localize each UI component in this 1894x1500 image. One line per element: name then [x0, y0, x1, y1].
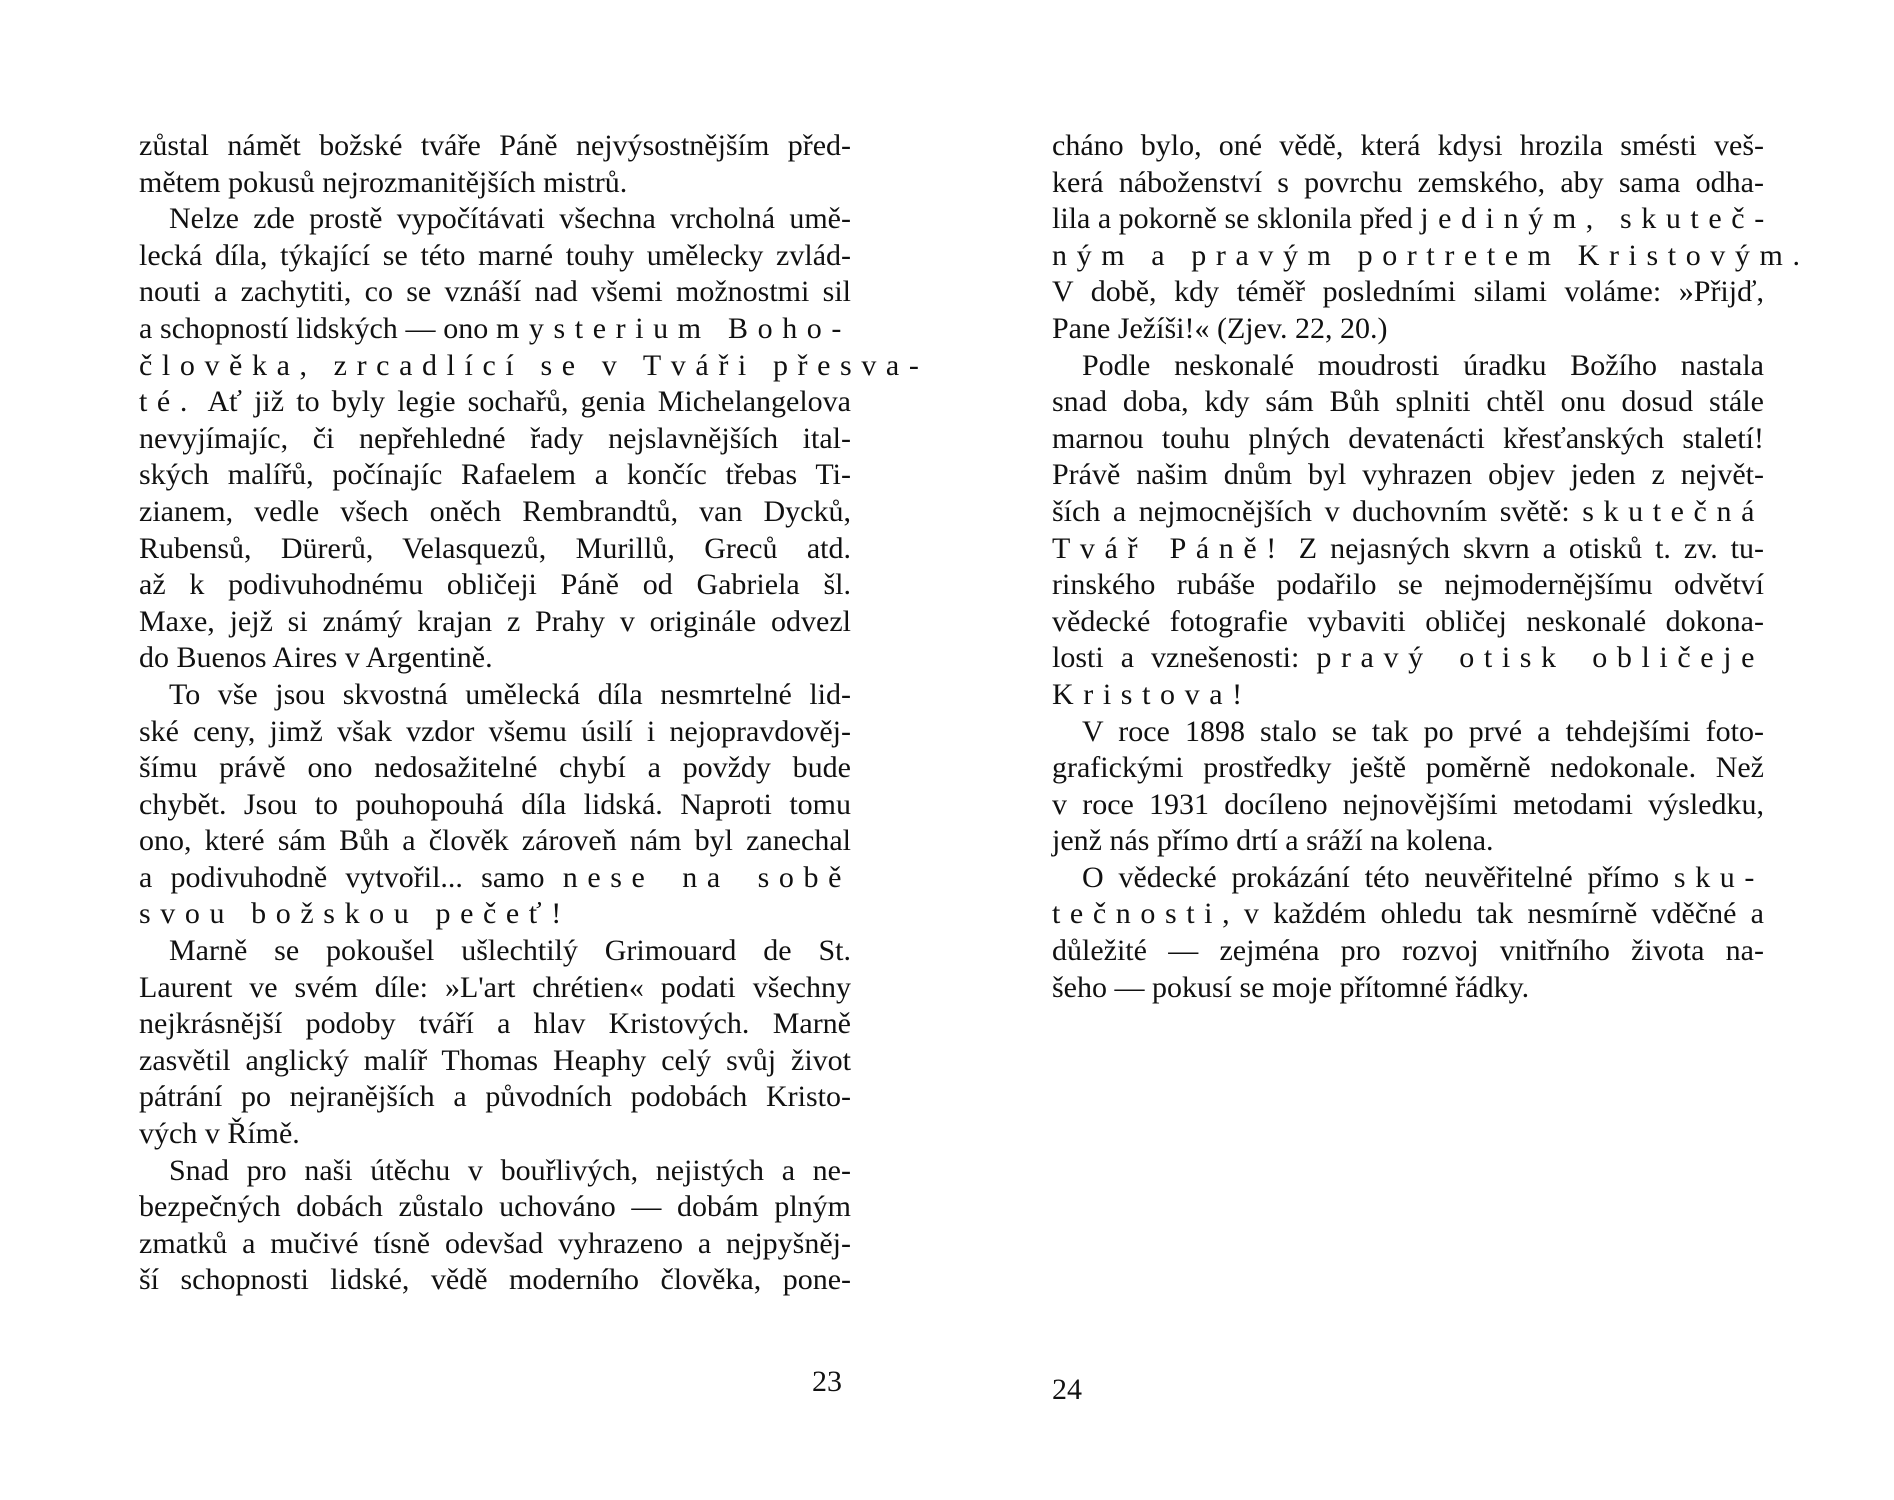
text-line	[139, 896, 851, 933]
text-line: lecká díla, týkající se této marné touhy umělecky zvlád-	[139, 238, 851, 272]
text-line: důležité — zejména pro rozvoj vnitřního života na-	[1052, 934, 1764, 968]
spaced-emphasis: Tvář Páně!	[1052, 531, 1286, 565]
text-line: Nelze zde prostě vypočítávati všechna vrcholná umě-	[169, 202, 851, 236]
spaced-emphasis: Kristova!	[1052, 677, 1252, 711]
text-line: Snad pro naši útěchu v bouřlivých, nejistých a ne-	[169, 1153, 851, 1187]
text-line: V době, kdy téměř posledními silami voláme: »Přijď,	[1052, 275, 1764, 309]
spaced-emphasis: mysterium Boho-	[495, 311, 851, 345]
text-line: kerá náboženství s povrchu zemského, aby sama odha-	[1052, 165, 1764, 199]
text-line: až k podivuhodnému obličeji Páně od Gabriela šl.	[139, 568, 851, 602]
spaced-emphasis: svou božskou pečeť!	[139, 897, 571, 931]
text-line: ské ceny, jimž však vzdor všemu úsilí i nejopravdověj-	[139, 714, 851, 748]
text-line: šímu právě ono nedosažitelné chybí a povždy bude	[139, 751, 851, 785]
text-line: vých v Římě.	[139, 1117, 300, 1151]
text-line: mětem pokusů nejrozmanitějších mistrů.	[139, 165, 628, 199]
text-line: ských malířů, počínajíc Rafaelem a končíc třebas Ti-	[139, 458, 851, 492]
text-line: Maxe, jejž si známý krajan z Prahy v originále odvezl	[139, 604, 851, 638]
text-line: To vše jsou skvostná umělecká díla nesmrtelné lid-	[169, 677, 851, 711]
text-line: Právě našim dnům byl vyhrazen objev jeden z největ-	[1052, 458, 1764, 492]
text-line: zůstal námět božské tváře Páně nejvýsostnějším před-	[139, 129, 851, 162]
right-page-number: 24	[1052, 1373, 1082, 1406]
spaced-emphasis: nese na sobě	[562, 860, 851, 894]
text-line: grafickými prostředky ještě poměrně nedokonale. Než	[1052, 751, 1764, 785]
text-line: Podle neskonalé moudrosti úradku Božího nastala	[1082, 348, 1764, 382]
left-page-number: 23	[812, 1365, 842, 1398]
line-segment: ších a nejmocnějších v duchovním světě:	[1052, 494, 1583, 528]
text-line: vědecké fotografie vybaviti obličej neskonalé dokona-	[1052, 604, 1764, 638]
text-line	[139, 348, 929, 385]
text-line: do Buenos Aires v Argentině.	[139, 641, 493, 675]
text-line: Rubensů, Dürerů, Velasquezů, Murillů, Greců atd.	[139, 531, 851, 565]
text-line	[1052, 860, 1764, 897]
line-segment: a podivuhodně vytvořil... samo	[139, 860, 563, 894]
line-segment: , v každém ohledu tak nesmírně vděčné a	[1222, 897, 1764, 931]
text-line	[1052, 896, 1764, 933]
text-line: Laurent ve svém díle: »L'art chrétien« podati všechny	[139, 970, 851, 1004]
text-line	[1052, 238, 1810, 275]
text-line: nevyjímajíc, či nepřehledné řady nejslavnějších ital-	[139, 421, 851, 455]
text-line: jenž nás přímo drtí a sráží na kolena.	[1052, 824, 1494, 858]
text-line	[1052, 201, 1774, 238]
text-line: zasvětil anglický malíř Thomas Heaphy celý svůj život	[139, 1043, 851, 1077]
text-line: Marně se pokoušel ušlechtilý Grimouard de St.	[169, 934, 851, 968]
text-line: šeho — pokusí se moje přítomné řádky.	[1052, 970, 1530, 1004]
text-line	[139, 860, 851, 897]
spaced-emphasis: ným a pravým portretem Kristovým.	[1052, 238, 1810, 272]
right-page-text	[1052, 128, 1810, 1006]
text-line: ono, které sám Bůh a člověk zároveň nám byl zanechal	[139, 824, 851, 858]
text-line: rinského rubáše podařilo se nejmodernějšímu odvětví	[1052, 568, 1764, 602]
spaced-emphasis: člověka, zrcadlící se v Tváři přesva-	[139, 348, 929, 382]
line-segment: O vědecké prokázání této neuvěřitelné přímo	[1082, 860, 1674, 894]
text-line	[1052, 531, 1764, 568]
line-segment: a schopností lidských — ono	[139, 311, 496, 345]
text-line: bezpečných dobách zůstalo uchováno — dobám plným	[139, 1190, 851, 1224]
spaced-emphasis: skutečná	[1582, 494, 1764, 528]
text-line	[139, 311, 851, 348]
text-line: v roce 1931 docíleno nejnovějšími metodami výsledku,	[1052, 787, 1764, 821]
text-line: V roce 1898 stalo se tak po prvé a tehdejšími foto-	[1082, 714, 1764, 748]
spaced-emphasis: sku-	[1673, 860, 1764, 894]
text-line: marnou touhu plných devatenácti křesťanských staletí!	[1052, 421, 1764, 455]
spaced-emphasis: tečnosti	[1052, 897, 1223, 931]
spaced-emphasis: té.	[139, 385, 197, 419]
text-line	[1052, 677, 1764, 714]
line-segment: Ať již to byly legie sochařů, genia Michelangelova	[196, 385, 851, 419]
text-line: ší schopnosti lidské, vědě moderního člověka, pone-	[139, 1263, 851, 1297]
text-line: cháno bylo, oné vědě, která kdysi hrozila smésti veš-	[1052, 129, 1764, 162]
spaced-emphasis: jediným, skuteč-	[1420, 202, 1774, 236]
text-line	[1052, 494, 1764, 531]
text-line: Pane Ježíši!« (Zjev. 22, 20.)	[1052, 311, 1388, 345]
text-line: nejkrásnější podoby tváří a hlav Kristových. Marně	[139, 1007, 851, 1041]
text-line: zianem, vedle všech oněch Rembrandtů, van Dycků,	[139, 494, 851, 528]
text-line	[1052, 640, 1764, 677]
text-line: nouti a zachytiti, co se vznáší nad všemi možnostmi sil	[139, 275, 851, 309]
spaced-emphasis: pravý otisk obličeje	[1316, 641, 1764, 675]
text-line: pátrání po nejranějších a původních podobách Kristo-	[139, 1080, 851, 1114]
text-line: chybět. Jsou to pouhopouhá díla lidská. Naproti tomu	[139, 787, 851, 821]
text-line: zmatků a mučivé tísně odevšad vyhrazeno a nejpyšněj-	[139, 1226, 851, 1260]
line-segment: lila a pokorně se sklonila před	[1052, 202, 1421, 236]
line-segment: Z nejasných skvrn a otisků t. zv. tu-	[1285, 531, 1764, 565]
text-line	[139, 384, 851, 421]
line-segment: losti a vznešenosti:	[1052, 641, 1317, 675]
text-line: snad doba, kdy sám Bůh splniti chtěl onu dosud stále	[1052, 385, 1764, 419]
left-page-text	[139, 128, 929, 1299]
